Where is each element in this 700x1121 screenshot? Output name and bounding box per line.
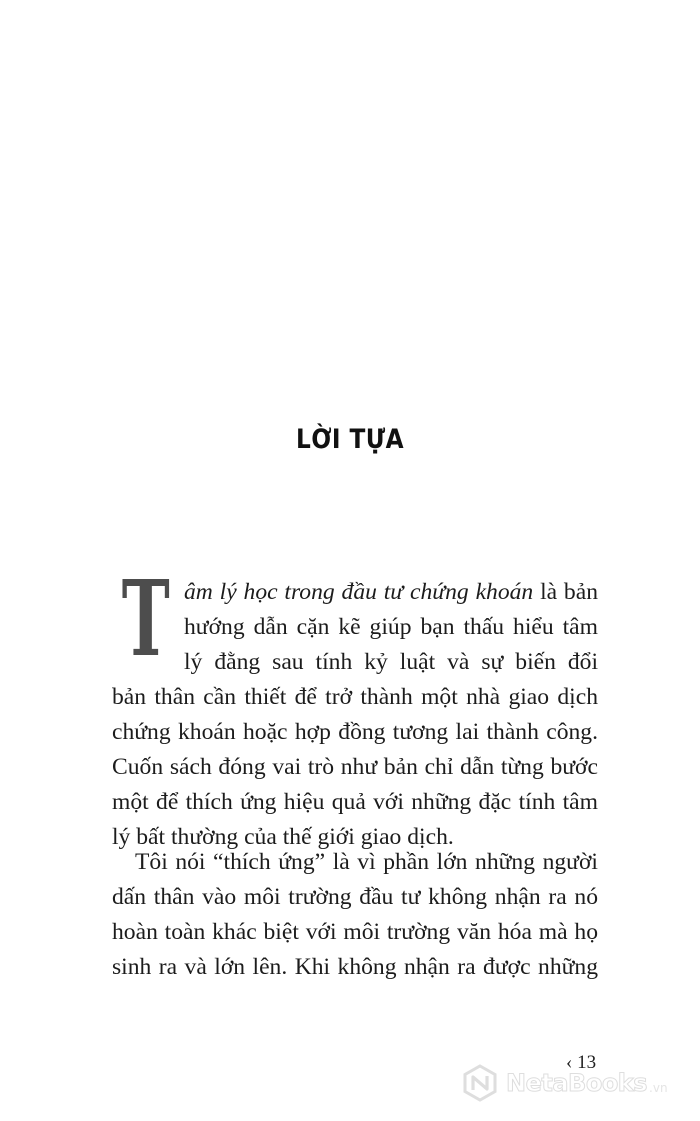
paragraph-1-line-7: một để thích ứng hiệu quả với những đặc tính tâm [112, 789, 598, 815]
paragraph-1-line-5: chứng khoán hoặc hợp đồng tương lai thành công. [112, 719, 598, 745]
paragraph-1-line-2: hướng dẫn cặn kẽ giúp bạn thấu hiểu tâm [184, 614, 598, 640]
book-title-italic: âm lý học trong đầu tư chứng khoán [184, 579, 534, 605]
paragraph-2-line-4: sinh ra và lớn lên. Khi không nhận ra được những [112, 954, 598, 980]
paragraph-1 [112, 575, 598, 855]
netabooks-logo-icon [460, 1063, 500, 1103]
paragraph-2-line-3: hoàn toàn khác biệt với môi trường văn hóa mà họ [112, 919, 598, 945]
paragraph-1-line-1 [184, 575, 598, 610]
paragraph-1-line-4: bản thân cần thiết để trở thành một nhà giao dịch [112, 684, 598, 710]
watermark-brand: NetaBooks [506, 1069, 648, 1097]
paragraph-2 [112, 845, 598, 985]
watermark-suffix: .vn [649, 1081, 668, 1095]
paragraph-1-line-6: Cuốn sách đóng vai trò như bản chỉ dẫn từng bước [112, 754, 598, 780]
paragraph-1-line-1-rest: là bản [533, 579, 598, 605]
paragraph-2-line-1: Tôi nói “thích ứng” là vì phần lớn những người [135, 849, 598, 875]
page-number: ‹ 13 [566, 1052, 597, 1073]
watermark-logo [460, 1063, 668, 1103]
drop-cap-letter: T [122, 576, 170, 662]
paragraph-1-line-8: lý bất thường của thế giới giao dịch. [112, 824, 454, 850]
paragraph-1-line-3: lý đằng sau tính kỷ luật và sự biến đổi [184, 649, 598, 675]
paragraph-2-line-2: dấn thân vào môi trường đầu tư không nhận ra nó [112, 884, 598, 910]
chapter-title: LỜI TỰA [295, 424, 405, 455]
